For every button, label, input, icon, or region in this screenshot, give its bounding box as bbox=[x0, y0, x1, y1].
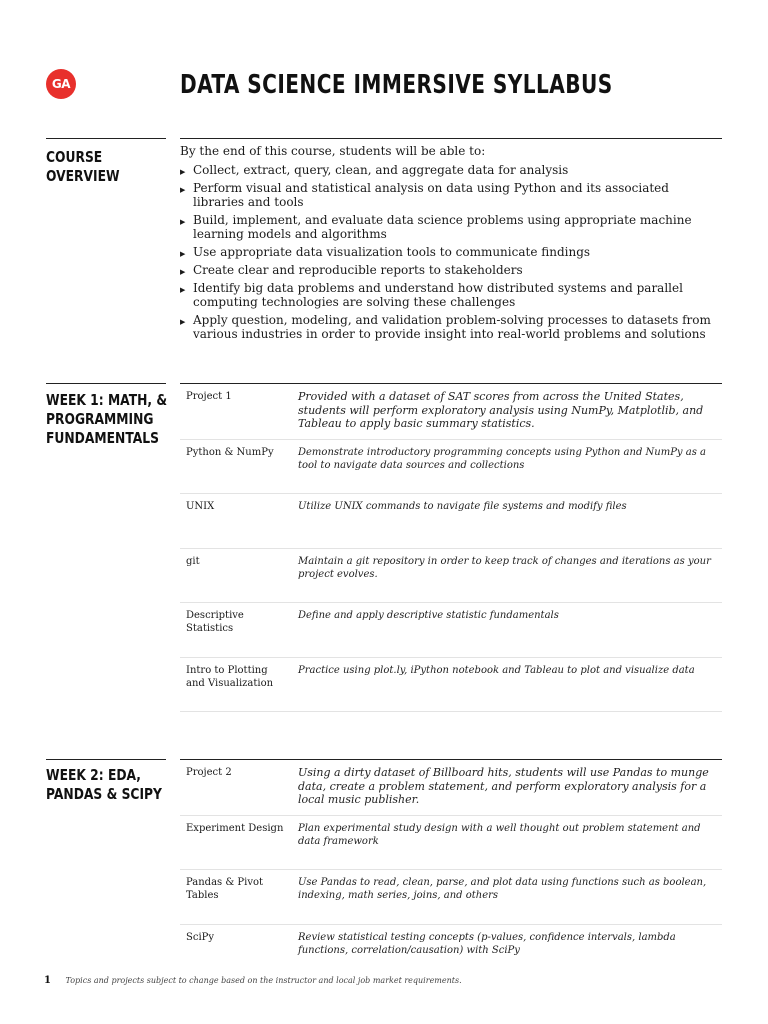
footer-note: Topics and projects subject to change based on the instructor and local job market requirements. bbox=[65, 976, 462, 985]
bullet-text: Create clear and reproducible reports to stakeholders bbox=[193, 263, 523, 277]
bullet-marker-icon: ▶ bbox=[180, 168, 186, 176]
topic-cell: Project 2 bbox=[180, 760, 292, 815]
overview-section-label bbox=[46, 148, 120, 186]
topic-cell: git bbox=[180, 548, 292, 602]
page-number: 1 bbox=[44, 975, 51, 986]
bullet-text: Collect, extract, query, clean, and aggregate data for analysis bbox=[193, 163, 569, 177]
bullet-text: Apply question, modeling, and validation problem-solving processes to datasets from various industries in order to provide insight into real-world problems and solutions bbox=[193, 313, 711, 341]
table-row bbox=[180, 384, 722, 439]
description-cell: Define and apply descriptive statistic fundamentals bbox=[292, 602, 722, 657]
bullet-marker-icon: ▶ bbox=[180, 318, 186, 326]
description-cell: Plan experimental study design with a well thought out problem statement and data framework bbox=[292, 815, 722, 869]
topic-cell: SciPy bbox=[186, 931, 215, 943]
list-item bbox=[180, 163, 720, 177]
bullet-text: Use appropriate data visualization tools to communicate findings bbox=[193, 245, 591, 259]
week2-label-line: PANDAS & SCIPY bbox=[46, 785, 162, 803]
overview-label-rule bbox=[46, 138, 166, 139]
table-row bbox=[180, 869, 722, 924]
week1-label-line: WEEK 1: MATH, & bbox=[46, 391, 168, 409]
bullet-text: Build, implement, and evaluate data science problems using appropriate machine learning models and algorithms bbox=[193, 213, 692, 241]
week1-section-label bbox=[46, 391, 167, 448]
ga-logo: GA bbox=[46, 69, 76, 99]
page-footer bbox=[44, 975, 462, 986]
list-item bbox=[180, 281, 720, 309]
description-cell: Utilize UNIX commands to navigate file systems and modify files bbox=[292, 493, 722, 548]
description-cell: Provided with a dataset of SAT scores from across the United States, students will perform exploratory analysis using NumPy, Matplotlib, and Tableau to apply basic summary statistics. bbox=[292, 384, 722, 439]
table-row bbox=[180, 439, 722, 493]
week2-label-line: WEEK 2: EDA, bbox=[46, 766, 141, 784]
page-title: DATA SCIENCE IMMERSIVE SYLLABUS bbox=[180, 70, 613, 100]
topic-cell: Experiment Design bbox=[180, 815, 292, 869]
bullet-text: Identify big data problems and understand how distributed systems and parallel computing technologies are solving these challenges bbox=[193, 281, 683, 309]
bullet-marker-icon: ▶ bbox=[180, 186, 186, 194]
week2-topic-table bbox=[180, 760, 722, 964]
overview-intro: By the end of this course, students will be able to: bbox=[180, 144, 486, 158]
overview-bullet-list bbox=[180, 163, 720, 345]
table-row bbox=[180, 815, 722, 869]
week1-label-line: PROGRAMMING bbox=[46, 410, 154, 428]
bullet-marker-icon: ▶ bbox=[180, 218, 186, 226]
week1-label-rule bbox=[46, 383, 166, 384]
description-cell: Review statistical testing concepts (p-values, confidence intervals, lambda functions, correlation/causation) with SciPy bbox=[298, 931, 676, 956]
week2-section-label bbox=[46, 766, 162, 804]
week1-topic-table bbox=[180, 384, 722, 712]
bullet-marker-icon: ▶ bbox=[180, 286, 186, 294]
bullet-marker-icon: ▶ bbox=[180, 250, 186, 258]
description-cell: Use Pandas to read, clean, parse, and plot data using functions such as boolean, indexing, math series, joins, and others bbox=[292, 869, 722, 924]
topic-cell: Project 1 bbox=[180, 384, 292, 439]
description-cell: Using a dirty dataset of Billboard hits, students will use Pandas to munge data, create a problem statement, and perform exploratory analysis for a local music publisher. bbox=[292, 760, 722, 815]
description-cell: Demonstrate introductory programming concepts using Python and NumPy as a tool to navigate data sources and collections bbox=[292, 439, 722, 493]
table-row bbox=[180, 657, 722, 711]
bullet-marker-icon: ▶ bbox=[180, 268, 186, 276]
description-cell: Practice using plot.ly, iPython notebook and Tableau to plot and visualize data bbox=[292, 657, 722, 711]
table-row bbox=[180, 760, 722, 815]
overview-label-line: COURSE bbox=[46, 148, 103, 166]
topic-cell: Descriptive Statistics bbox=[180, 602, 292, 657]
topic-cell: Pandas & Pivot Tables bbox=[180, 869, 292, 924]
table-row bbox=[180, 924, 722, 964]
topic-cell: Intro to Plotting and Visualization bbox=[180, 657, 292, 711]
list-item bbox=[180, 245, 720, 259]
list-item bbox=[180, 313, 720, 341]
topic-cell: Python & NumPy bbox=[180, 439, 292, 493]
bullet-text: Perform visual and statistical analysis on data using Python and its associated libraries and tools bbox=[193, 181, 669, 209]
overview-content-rule bbox=[180, 138, 722, 139]
week1-label-line: FUNDAMENTALS bbox=[46, 429, 160, 447]
week2-label-rule bbox=[46, 759, 166, 760]
table-row bbox=[180, 602, 722, 657]
overview-label-line: OVERVIEW bbox=[46, 167, 120, 185]
table-row bbox=[180, 548, 722, 602]
description-cell: Maintain a git repository in order to keep track of changes and iterations as your project evolves. bbox=[292, 548, 722, 602]
table-row bbox=[180, 493, 722, 548]
list-item bbox=[180, 213, 720, 241]
list-item bbox=[180, 181, 720, 209]
list-item bbox=[180, 263, 720, 277]
topic-cell: UNIX bbox=[180, 493, 292, 548]
